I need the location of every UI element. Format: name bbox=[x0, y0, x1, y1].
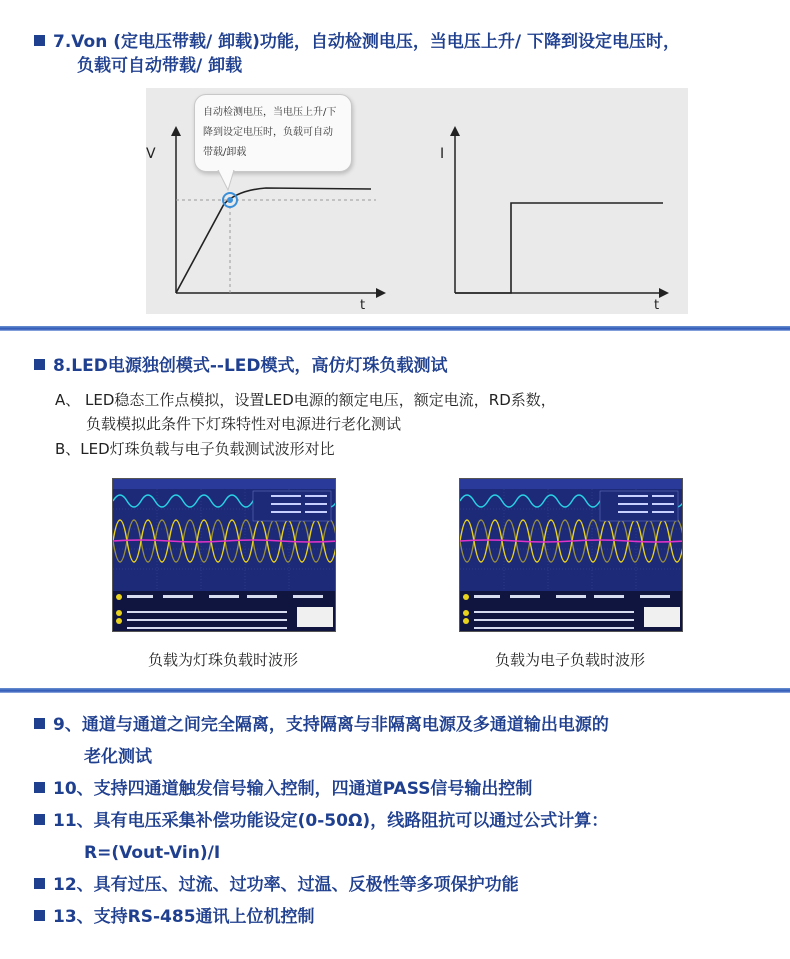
separator-2 bbox=[0, 688, 790, 693]
square-bullet-icon bbox=[34, 814, 45, 825]
feature-item-9 bbox=[34, 713, 609, 737]
current-step-curve bbox=[455, 203, 663, 293]
voltage-curve bbox=[176, 188, 371, 293]
left-y-label: V bbox=[146, 146, 156, 162]
square-bullet-icon bbox=[34, 35, 45, 46]
detect-point-dot bbox=[227, 197, 233, 203]
callout-line-1: 自动检测电压，当电压上升/下 bbox=[203, 107, 337, 118]
right-y-arrow-icon bbox=[450, 126, 460, 136]
magenta-waveform bbox=[460, 540, 682, 542]
feature-11-line1: 11、具有电压采集补偿功能设定(0-50Ω)，线路阻抗可以通过公式计算： bbox=[53, 811, 609, 831]
square-bullet-icon bbox=[34, 359, 45, 370]
callout-bubble bbox=[194, 94, 352, 172]
section7-title-line1: 7.Von (定电压带载/ 卸载)功能，自动检测电压，当电压上升/ 下降到设定电压时， bbox=[53, 32, 681, 52]
section8-heading bbox=[34, 354, 448, 378]
feature-10-text: 10、支持四通道触发信号输入控制，四通道PASS信号输出控制 bbox=[53, 779, 533, 799]
item-a-line1: A、 LED稳态工作点模拟，设置LED电源的额定电压，额定电流，RD系数， bbox=[55, 391, 556, 409]
item-a-line2: 负载模拟此条件下灯珠特性对电源进行老化测试 bbox=[86, 415, 402, 433]
callout-line-2: 降到设定电压时，负载可自动 bbox=[203, 127, 333, 138]
feature-13-text: 13、支持RS-485通讯上位机控制 bbox=[53, 907, 315, 927]
caption-electronic-load: 负载为电子负载时波形 bbox=[494, 651, 645, 669]
right-x-arrow-icon bbox=[659, 288, 669, 298]
square-bullet-icon bbox=[34, 718, 45, 729]
feature-item-10 bbox=[34, 777, 532, 801]
square-bullet-icon bbox=[34, 878, 45, 889]
right-x-label: t bbox=[654, 298, 660, 313]
scope-waveforms-left bbox=[113, 479, 335, 631]
separator-1 bbox=[0, 326, 790, 331]
section7-heading bbox=[34, 30, 784, 54]
item-b: B、LED灯珠负载与电子负载测试波形对比 bbox=[55, 440, 335, 458]
square-bullet-icon bbox=[34, 910, 45, 921]
scope-screenshot-electronic-load bbox=[459, 478, 683, 632]
feature-9-line2: 老化测试 bbox=[84, 747, 152, 767]
feature-item-12 bbox=[34, 873, 519, 897]
callout-pointer bbox=[216, 170, 236, 192]
von-diagram-panel bbox=[146, 88, 688, 314]
feature-9-line1: 9、通道与通道之间完全隔离，支持隔离与非隔离电源及多通道输出电源的 bbox=[53, 715, 609, 735]
left-x-arrow-icon bbox=[376, 288, 386, 298]
callout-line-3: 带载/卸载 bbox=[203, 147, 247, 158]
feature-12-text: 12、具有过压、过流、过功率、过温、反极性等多项保护功能 bbox=[53, 875, 519, 895]
left-x-label: t bbox=[360, 298, 366, 313]
caption-led-load: 负载为灯珠负载时波形 bbox=[147, 651, 298, 669]
square-bullet-icon bbox=[34, 782, 45, 793]
scope-screenshot-led-load bbox=[112, 478, 336, 632]
feature-11-formula: R=(Vout-Vin)/I bbox=[84, 843, 221, 863]
section8-title: 8.LED电源独创模式--LED模式，高仿灯珠负载测试 bbox=[53, 356, 448, 376]
right-y-label: I bbox=[440, 146, 445, 162]
feature-item-11 bbox=[34, 809, 608, 833]
scope-waveforms-right bbox=[460, 479, 682, 631]
magenta-waveform bbox=[113, 540, 335, 542]
section7-title-line2: 负载可自动带载/ 卸载 bbox=[77, 56, 243, 76]
left-y-arrow-icon bbox=[171, 126, 181, 136]
feature-item-13 bbox=[34, 905, 315, 929]
